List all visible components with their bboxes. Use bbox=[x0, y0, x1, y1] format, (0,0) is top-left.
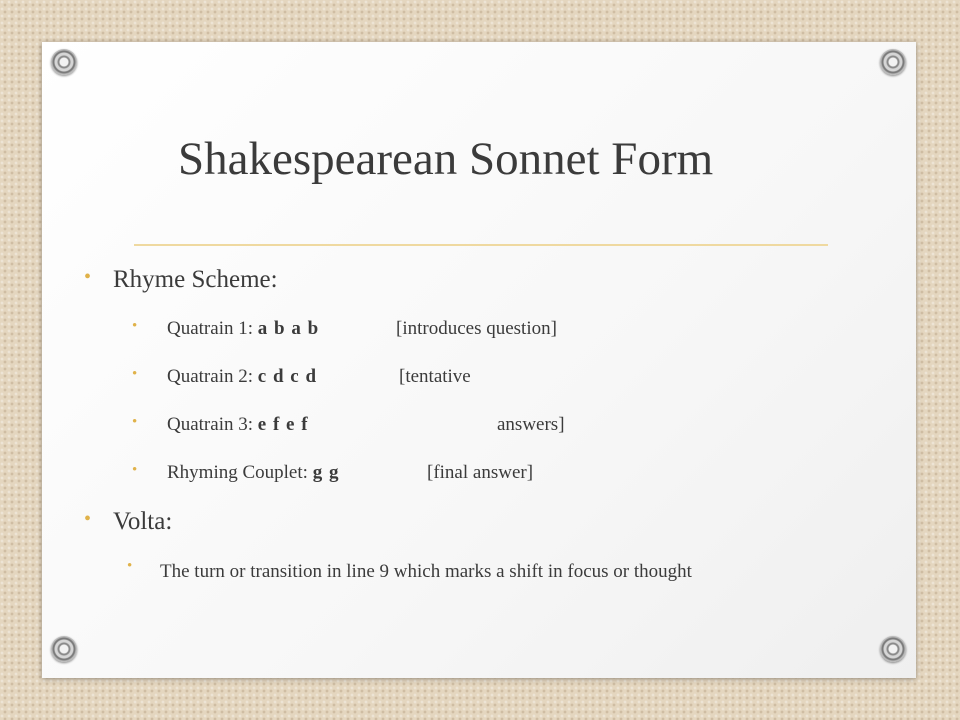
rhyme-scheme: a b a b bbox=[257, 318, 320, 339]
rhyme-scheme: c d c d bbox=[257, 366, 318, 387]
grommet-icon bbox=[51, 636, 77, 662]
bullet-dot-icon: • bbox=[132, 366, 138, 382]
list-item-couplet bbox=[167, 462, 339, 484]
rhyme-scheme: g g bbox=[312, 462, 340, 483]
bullet-dot-icon: • bbox=[84, 508, 92, 530]
rhyme-scheme: e f e f bbox=[257, 414, 309, 435]
title-divider bbox=[134, 244, 828, 246]
item-note: [final answer] bbox=[427, 462, 534, 483]
item-note: [tentative bbox=[399, 366, 471, 387]
volta-definition: The turn or transition in line 9 which marks a shift in focus or thought bbox=[160, 561, 692, 582]
bullet-volta: Volta: bbox=[113, 508, 173, 535]
bullet-dot-icon: • bbox=[132, 414, 138, 430]
list-item-quatrain-3 bbox=[167, 414, 309, 436]
item-label: Quatrain 3: bbox=[167, 414, 254, 435]
item-note: answers] bbox=[497, 414, 565, 435]
item-note: [introduces question] bbox=[396, 318, 557, 339]
bullet-dot-icon: • bbox=[84, 266, 92, 288]
slide-title: Shakespearean Sonnet Form bbox=[178, 133, 714, 185]
bullet-dot-icon: • bbox=[127, 558, 133, 574]
bullet-dot-icon: • bbox=[132, 318, 138, 334]
bullet-rhyme-scheme: Rhyme Scheme: bbox=[113, 266, 278, 293]
list-item-quatrain-1 bbox=[167, 318, 319, 340]
grommet-icon bbox=[51, 49, 77, 75]
list-item-quatrain-2 bbox=[167, 366, 317, 388]
item-label: Quatrain 2: bbox=[167, 366, 254, 387]
item-label: Rhyming Couplet: bbox=[167, 462, 308, 483]
grommet-icon bbox=[880, 636, 906, 662]
item-label: Quatrain 1: bbox=[167, 318, 254, 339]
bullet-dot-icon: • bbox=[132, 462, 138, 478]
grommet-icon bbox=[880, 49, 906, 75]
